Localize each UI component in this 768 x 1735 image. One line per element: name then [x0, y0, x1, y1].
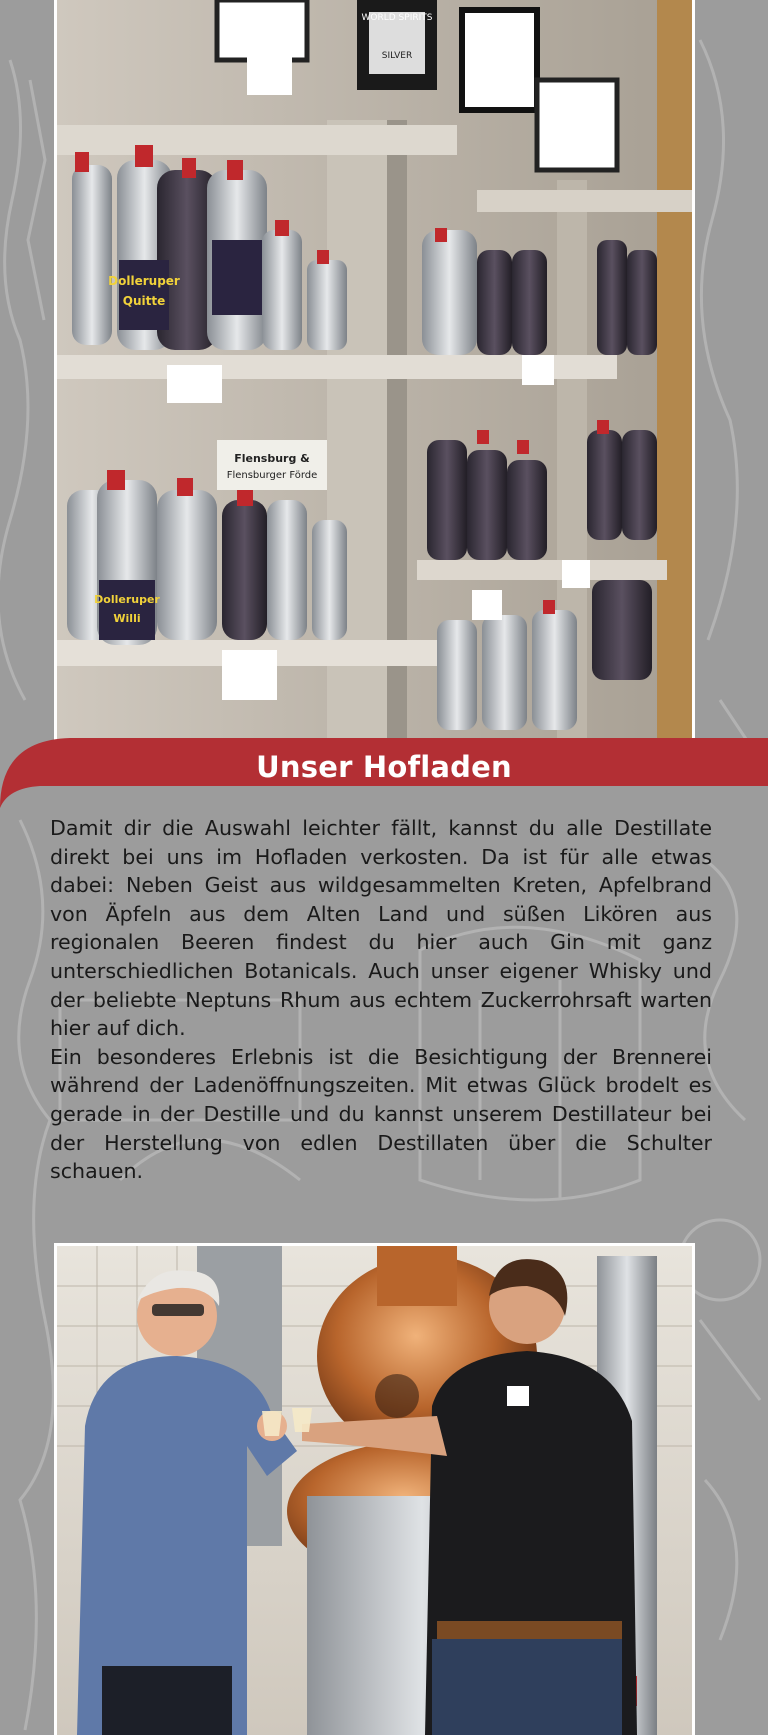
section-title: Unser Hofladen [256, 750, 512, 784]
section-banner [0, 738, 768, 808]
distillery-toast-photo [54, 1243, 695, 1735]
shop-shelves-photo [54, 0, 695, 742]
paragraph-hofladen: Damit dir die Auswahl leichter fällt, kannst du alle Destillate direkt bei uns im Hofladen verkosten. Da ist für alle etwas dabei: Neben Geist aus wildgesammelten Kreten, Apfelbrand von Äpfeln aus dem Alten Land und süßen Likören aus regionalen Beeren findest du hier auch Gin mit ganz unterschiedlichen Botanicals. Auch unser eigener Whisky und der beliebte Neptuns Rhum aus echtem Zuckerrohrsaft warten hier auf dich. [50, 816, 712, 1041]
section-body [50, 814, 712, 1186]
svg-text:Dolleruper: Dolleruper [94, 593, 160, 606]
svg-text:Flensburg &: Flensburg & [234, 452, 310, 465]
svg-text:Willi: Willi [113, 612, 141, 625]
svg-text:SILVER: SILVER [381, 51, 413, 61]
svg-text:Quitte: Quitte [122, 294, 166, 308]
svg-text:Dolleruper: Dolleruper [108, 274, 180, 288]
paragraph-brennerei: Ein besonderes Erlebnis ist die Besichtigung der Brennerei während der Ladenöffnungszeiten. Mit etwas Glück brodelt es gerade in der Destille und du kannst unserem Destillateur bei der Herstellung von edlen Destillaten über die Schulter schauen. [50, 1044, 712, 1184]
svg-text:WORLD SPIRITS: WORLD SPIRITS [361, 13, 433, 23]
svg-text:Flensburger Förde: Flensburger Förde [226, 470, 318, 481]
